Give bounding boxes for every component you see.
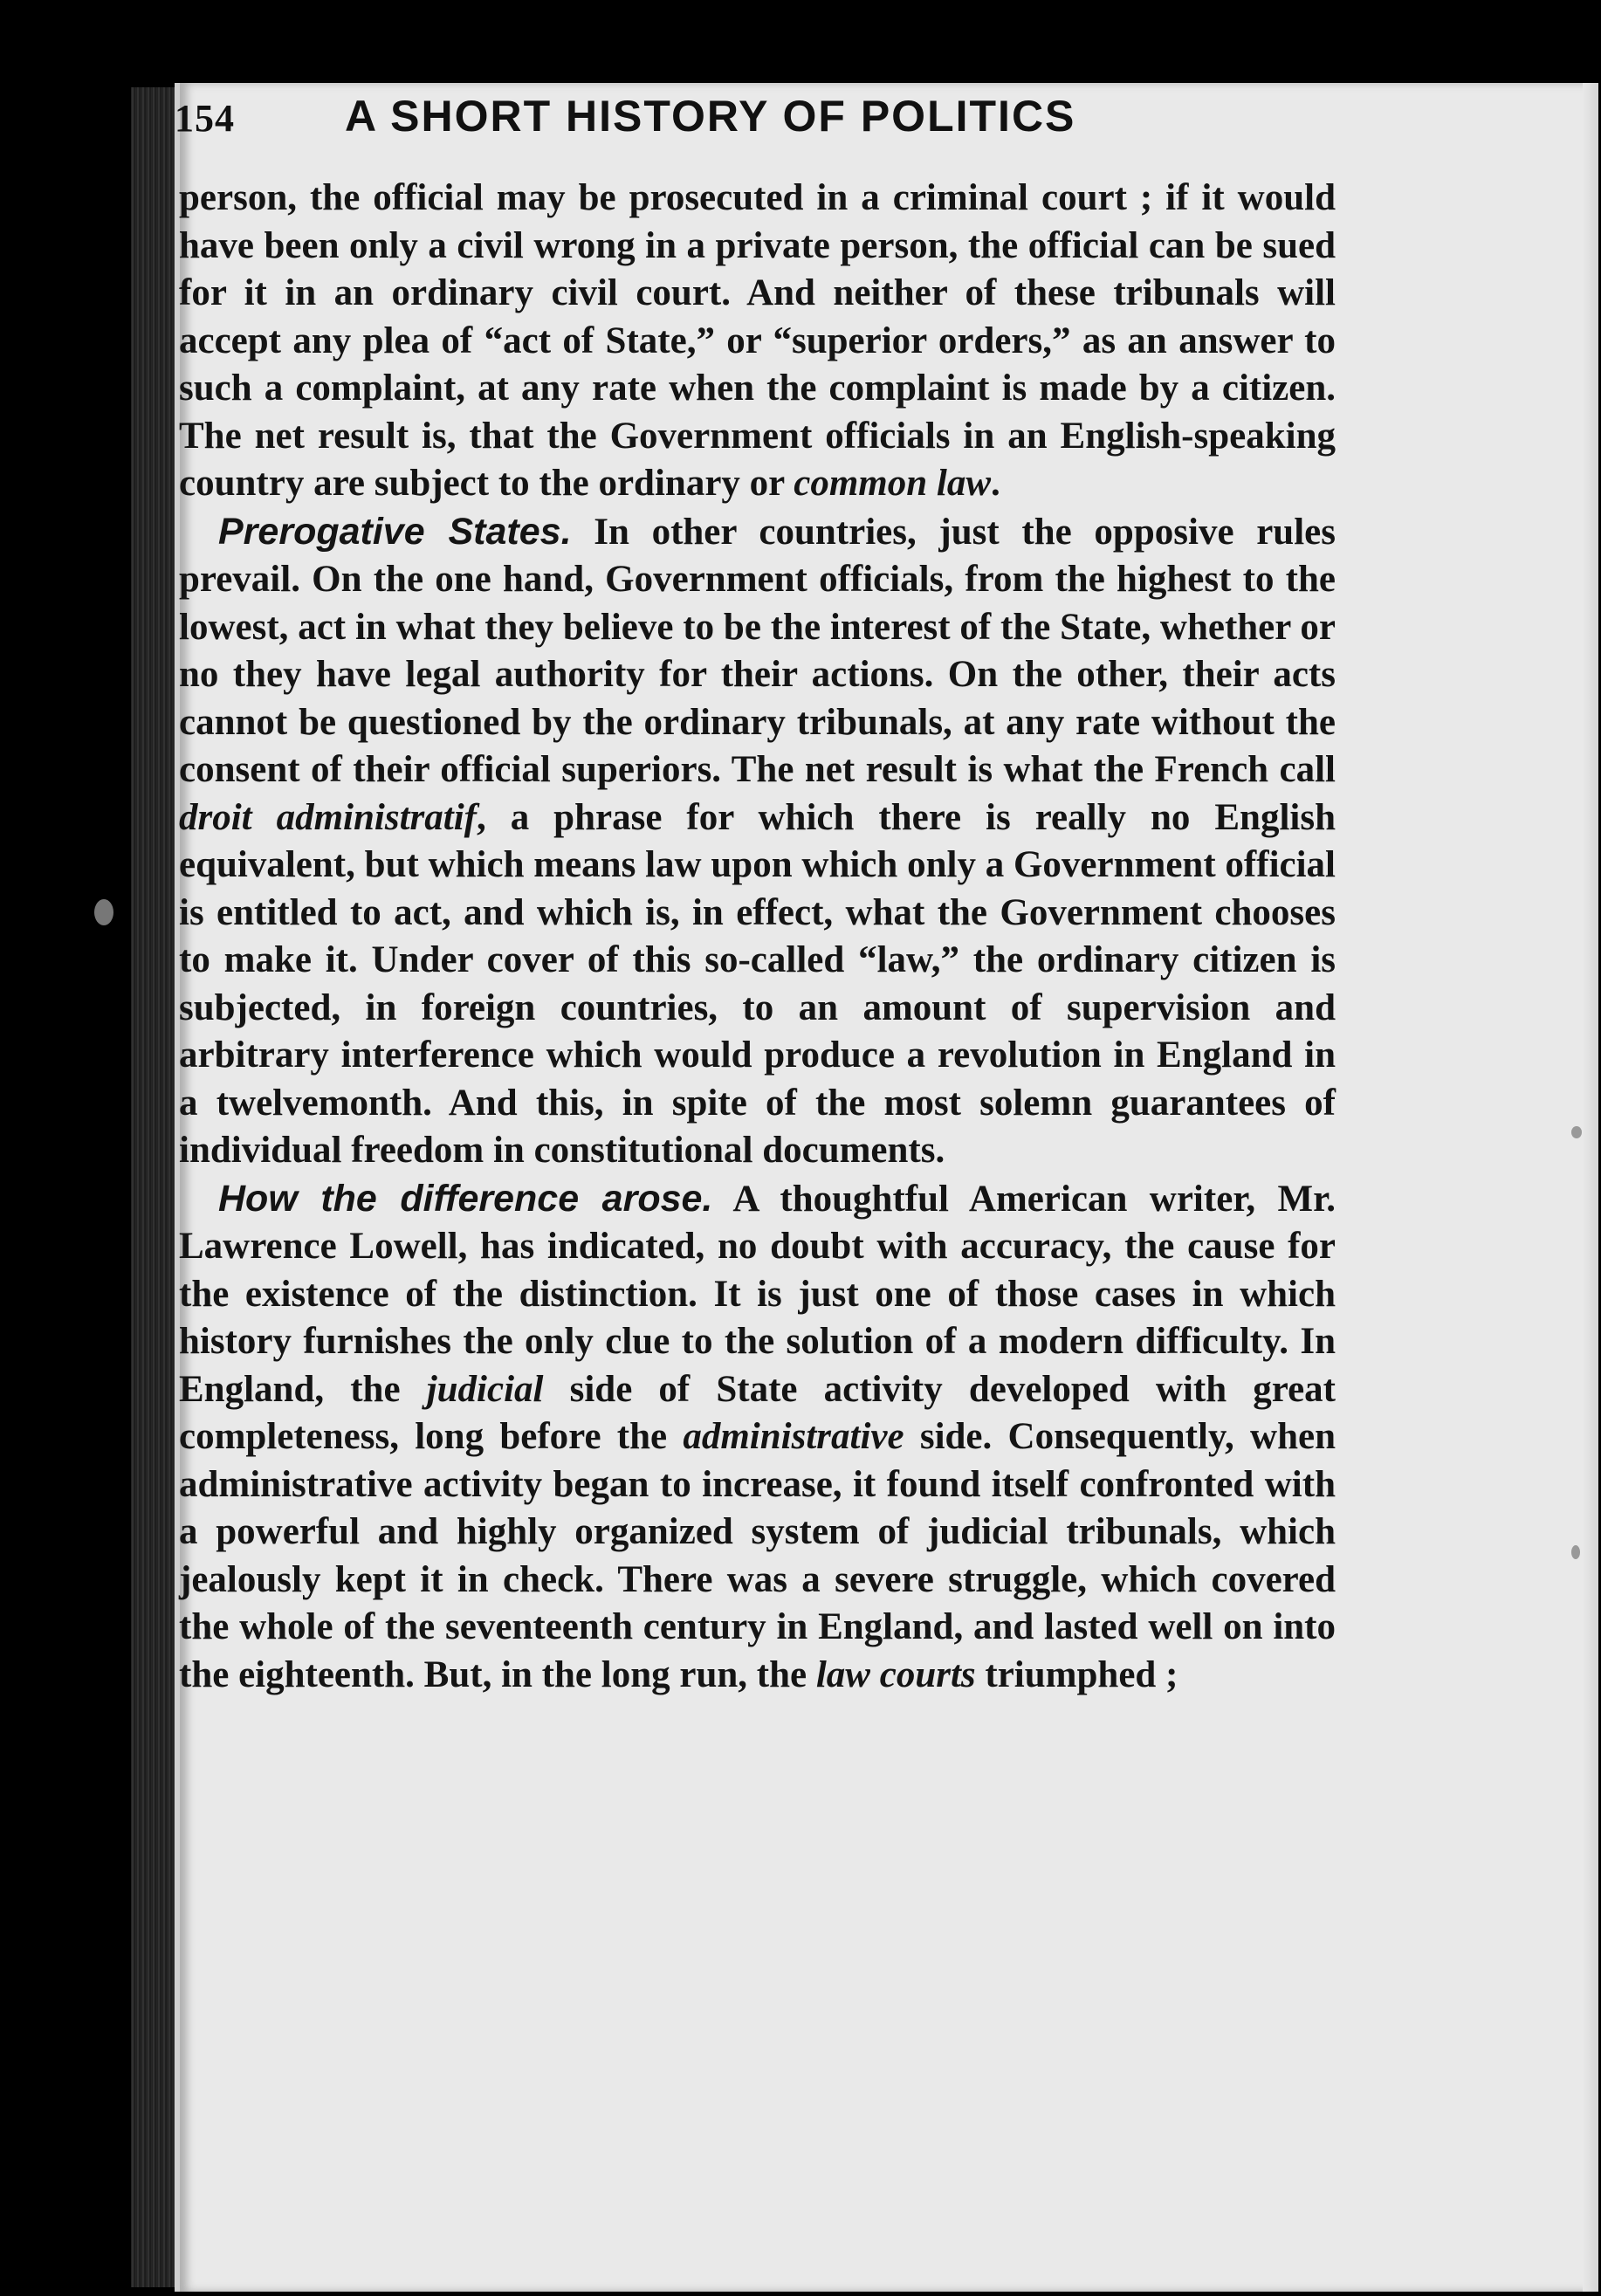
text-run: A thoughtful American writer, Mr. Lawrence Lowell, has indicated, no doubt with accuracy, the cause for the existence of the distinction. It is just one of those cases in which history furnishes the only clue to the solution of a modern difficulty. In England, the xyxy=(179,1178,1336,1410)
paragraph-2 xyxy=(179,508,1336,1175)
text-run: . xyxy=(991,463,1000,504)
text-run: side of State activity developed with great completeness, long before the xyxy=(179,1368,1336,1457)
page-speck xyxy=(1571,1126,1582,1138)
side-heading: How the difference arose. xyxy=(218,1177,713,1220)
text-run-italic: judicial xyxy=(426,1368,544,1410)
text-run: triumphed ; xyxy=(975,1653,1178,1695)
body-text xyxy=(179,175,1336,1699)
page-edge xyxy=(1583,83,1598,2292)
running-title: A SHORT HISTORY OF POLITICS xyxy=(345,92,1076,141)
text-run: , a phrase for which there is really no English equivalent, but which means law upon which only a Government official is entitled to act, and which is, in effect, what the Government chooses to make it. Under cover of this so-called “law,” the ordinary citizen is subjected, in foreign countries, to an amount of supervision and arbitrary interference which would produce a revolution in England in a twelvemonth. And this, in spite of the most solemn guarantees of individual freedom in constitutional documents. xyxy=(179,796,1336,1171)
text-run-italic: common law xyxy=(794,463,992,504)
book-binding xyxy=(131,87,175,2287)
text-run: In other countries, just the opposive rules prevail. On the one hand, Government officials, from the highest to the lowest, act in what they believe to be the interest of the State, whether or no they have legal authority for their actions. On the other, their acts cannot be questioned by the ordinary tribunals, at any rate without the consent of their official superiors. The net result is what the French call xyxy=(179,511,1336,790)
paragraph-3 xyxy=(179,1175,1336,1700)
text-run: person, the official may be prosecuted in a criminal court ; if it would have been only a civil wrong in a private person, the official can be sued for it in an ordinary civil court. And neither of these tribunals will accept any plea of “act of State,” or “superior orders,” as an answer to such a complaint, at any rate when the complaint is made by a citizen. The net result is, that the Government officials in an English-speaking country are subject to the ordinary or xyxy=(179,177,1336,504)
page-number: 154 xyxy=(175,97,235,140)
text-run-italic: droit administratif xyxy=(179,796,477,838)
text-run-italic: administrative xyxy=(683,1416,904,1457)
paragraph-1 xyxy=(179,175,1336,508)
text-run: side. Consequently, when administrative activity began to increase, it found itself confronted with a powerful and highly organized system of judicial tribunals, which jealously kept it in check. There was a severe struggle, which covered the whole of the seventeenth century in England, and lasted well on into the eighteenth. But, in the long run, the xyxy=(179,1416,1336,1695)
page-header xyxy=(175,92,1344,183)
page-speck xyxy=(94,899,113,925)
page-speck xyxy=(1571,1545,1580,1559)
side-heading: Prerogative States. xyxy=(218,510,572,553)
text-run-italic: law courts xyxy=(815,1653,976,1695)
